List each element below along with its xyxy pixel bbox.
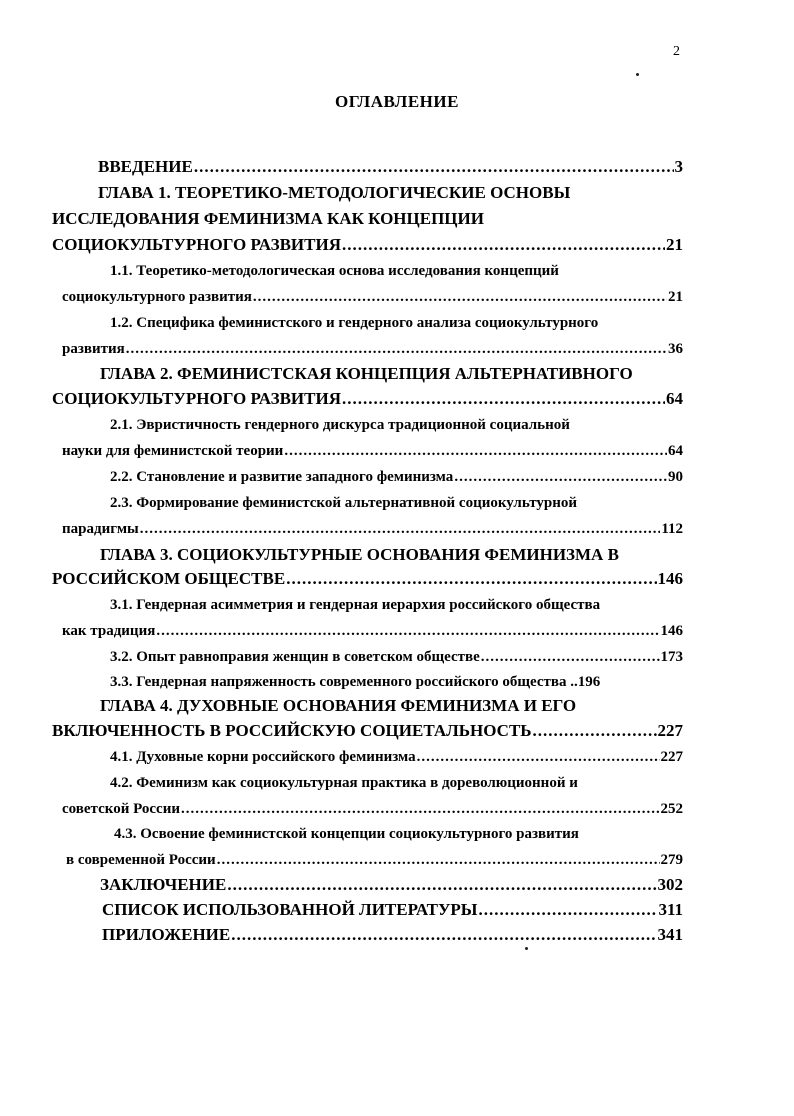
toc-section-1-1-line1: 1.1. Теоретико-методологическая основа исследования концепций [110,263,559,279]
toc-chapter-2-line1: ГЛАВА 2. ФЕМИНИСТСКАЯ КОНЦЕПЦИЯ АЛЬТЕРНАТИВНОГО [100,364,633,383]
toc-entry-section-4-3[interactable]: в современной России ..... 279 [66,850,683,870]
toc-section-3-1-line1: 3.1. Гендерная асимметрия и гендерная иерархия российского общества [110,597,601,613]
toc-entry-section-4-2[interactable]: советской России ..... 252 [62,799,683,819]
toc-entry-chapter-2[interactable]: СОЦИОКУЛЬТУРНОГО РАЗВИТИЯ ..... 64 [52,389,683,409]
toc-entry-section-3-3[interactable]: 3.3. Гендерная напряженность современного российского общества .. 196 [110,674,601,690]
toc-chapter-1-line2: ИССЛЕДОВАНИЯ ФЕМИНИЗМА КАК КОНЦЕПЦИИ [52,209,484,228]
toc-section-1-2-line1: 1.2. Специфика феминистского и гендерного анализа социокультурного [110,315,599,331]
toc-entry-section-2-3[interactable]: парадигмы ..... 112 [62,519,683,539]
toc-entry-section-2-1[interactable]: науки для феминистской теории ..... 64 [62,441,683,461]
toc-entry-conclusion[interactable]: ЗАКЛЮЧЕНИЕ ..... 302 [100,875,683,895]
toc-entry-section-3-1[interactable]: как традиция ..... 146 [62,621,683,641]
toc-entry-section-4-1[interactable]: 4.1. Духовные корни российского феминизма ..... 227 [110,747,683,767]
toc-section-4-2-line1: 4.2. Феминизм как социокультурная практика в дореволюционной и [110,775,578,791]
toc-entry-appendix[interactable]: ПРИЛОЖЕНИЕ ..... 341 [102,925,683,945]
scan-speck [636,73,639,76]
toc-entry-section-3-2[interactable]: 3.2. Опыт равноправия женщин в советском обществе ..... 173 [110,647,683,667]
toc-entry-chapter-4[interactable]: ВКЛЮЧЕННОСТЬ В РОССИЙСКУЮ СОЦИЕТАЛЬНОСТЬ ..... 227 [52,721,683,741]
toc-chapter-4-line1: ГЛАВА 4. ДУХОВНЫЕ ОСНОВАНИЯ ФЕМИНИЗМА И ЕГО [100,696,577,715]
toc-entry-section-2-2[interactable]: 2.2. Становление и развитие западного феминизма ..... 90 [110,467,683,487]
page-number: 2 [673,44,680,59]
toc-entry-chapter-3[interactable]: РОССИЙСКОМ ОБЩЕСТВЕ ..... 146 [52,569,683,589]
toc-chapter-1-line1: ГЛАВА 1. ТЕОРЕТИКО-МЕТОДОЛОГИЧЕСКИЕ ОСНОВЫ [98,183,571,202]
toc-section-2-3-line1: 2.3. Формирование феминистской альтернативной социокультурной [110,495,578,511]
toc-entry-section-1-2[interactable]: развития ..... 36 [62,339,683,359]
toc-entry-chapter-1[interactable]: СОЦИОКУЛЬТУРНОГО РАЗВИТИЯ ..... 21 [52,235,683,255]
toc-section-4-3-line1: 4.3. Освоение феминистской концепции социокультурного развития [114,826,579,842]
toc-entry-references[interactable]: СПИСОК ИСПОЛЬЗОВАННОЙ ЛИТЕРАТУРЫ ..... 311 [102,900,683,920]
page-title: ОГЛАВЛЕНИЕ [335,92,459,111]
toc-section-2-1-line1: 2.1. Эвристичность гендерного дискурса традиционной социальной [110,417,570,433]
toc-chapter-3-line1: ГЛАВА 3. СОЦИОКУЛЬТУРНЫЕ ОСНОВАНИЯ ФЕМИНИЗМА В [100,545,619,564]
scan-speck [525,947,528,950]
toc-entry-intro[interactable]: ВВЕДЕНИЕ ..... 3 [98,157,683,177]
toc-entry-section-1-1[interactable]: социокультурного развития ..... 21 [62,287,683,307]
